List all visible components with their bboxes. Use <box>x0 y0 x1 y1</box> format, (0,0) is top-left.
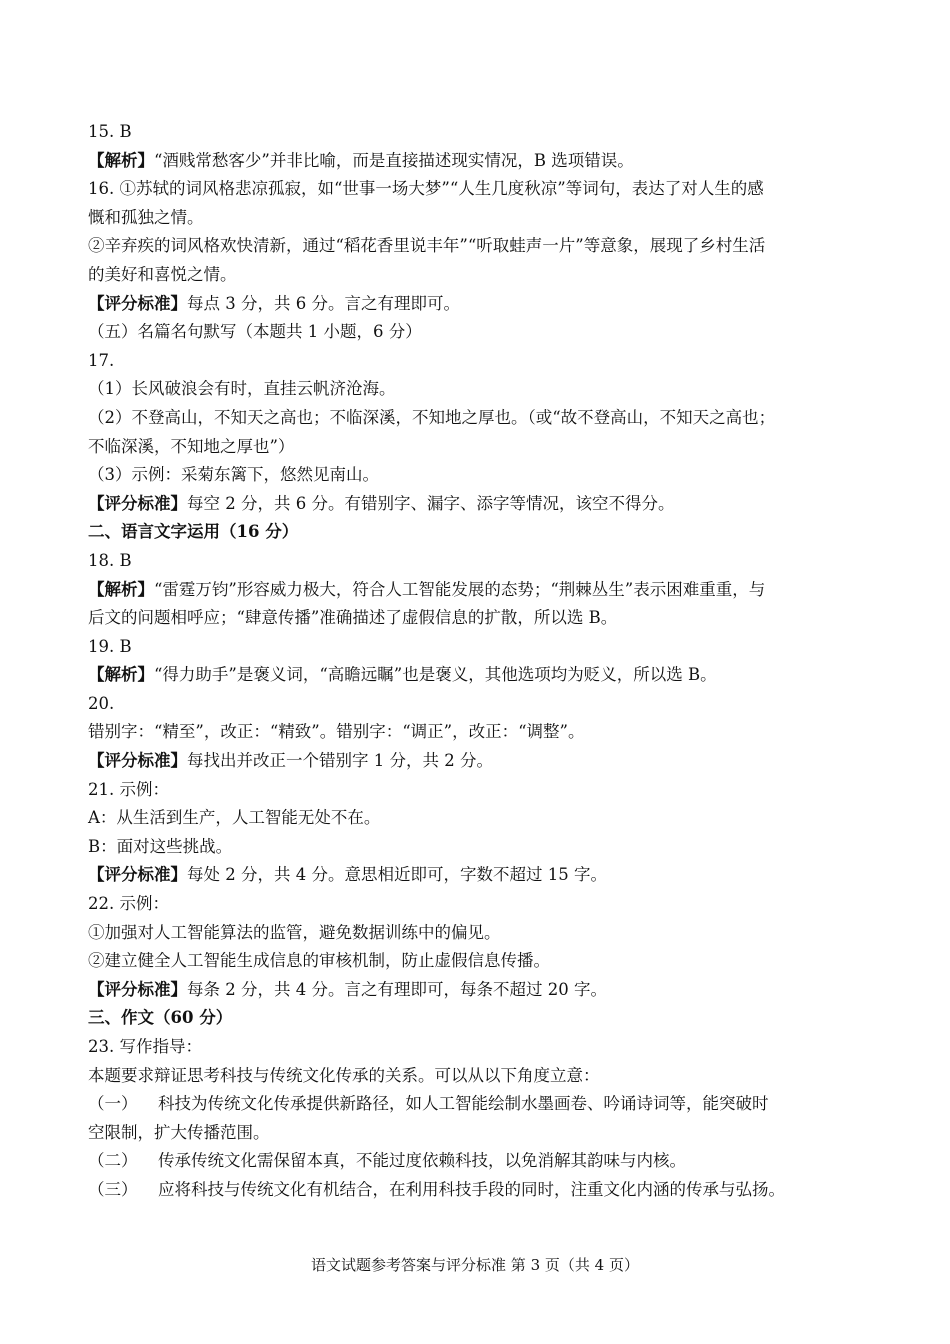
q23-number: 23. 写作指导： <box>88 1037 202 1056</box>
q19-analysis-text: “得力助手”是褒义词，“高瞻远瞩”也是褒义，其他选项均为贬义，所以选 B。 <box>154 665 717 685</box>
q21-answer-b: B：面对这些挑战。 <box>88 836 233 856</box>
angle2-marker: （二） <box>88 1151 138 1171</box>
section2-title: 二、语言文字运用（16 分） <box>88 522 299 542</box>
scoring-tag: 【评分标准】 <box>88 979 187 999</box>
q22-answer1: ①加强对人工智能算法的监管，避免数据训练中的偏见。 <box>88 922 501 942</box>
q18-analysis-cont: 后文的问题相呼应；“肆意传播”准确描述了虚假信息的扩散，所以选 B。 <box>88 608 618 628</box>
q15-analysis <box>88 147 868 176</box>
q22-scoring-text: 每条 2 分，共 4 分。言之有理即可，每条不超过 20 字。 <box>187 979 607 999</box>
analysis-tag: 【解析】 <box>88 665 154 685</box>
q17-answer3: （3）示例：采菊东篱下，悠然见南山。 <box>88 465 379 485</box>
scoring-tag: 【评分标准】 <box>88 865 187 885</box>
q16-scoring <box>88 290 868 319</box>
q23-angle2 <box>88 1147 868 1176</box>
part5-title: （五）名篇名句默写（本题共 1 小题，6 分） <box>88 322 422 342</box>
q16-point2-cont: 的美好和喜悦之情。 <box>88 264 237 284</box>
scoring-tag: 【评分标准】 <box>88 751 187 771</box>
angle3-marker: （三） <box>88 1179 138 1199</box>
angle2-text: 传承传统文化需保留本真，不能过度依赖科技，以免消解其韵味与内核。 <box>158 1151 686 1171</box>
q22-answer2: ②建立健全人工智能生成信息的审核机制，防止虚假信息传播。 <box>88 951 550 971</box>
scoring-tag: 【评分标准】 <box>88 493 187 513</box>
q17-scoring-text: 每空 2 分，共 6 分。有错别字、漏字、添字等情况，该空不得分。 <box>187 493 675 513</box>
q18-analysis-text: “雷霆万钧”形容威力极大，符合人工智能发展的态势；“荆棘丛生”表示困难重重，与 <box>154 579 766 599</box>
q21-scoring-text: 每处 2 分，共 4 分。意思相近即可，字数不超过 15 字。 <box>187 865 607 885</box>
q17-answer2-cont: 不临深溪，不知地之厚也”） <box>88 436 295 456</box>
q16-scoring-text: 每点 3 分，共 6 分。言之有理即可。 <box>187 293 460 313</box>
angle1-text: 科技为传统文化传承提供新路径，如人工智能绘制水墨画卷、吟诵诗词等，能突破时 <box>158 1094 769 1114</box>
page-footer: 语文试题参考答案与评分标准 第 3 页（共 4 页） <box>311 1256 639 1274</box>
q15-analysis-text: “酒贱常愁客少”并非比喻，而是直接描述现实情况，B 选项错误。 <box>154 150 634 170</box>
q20-answer: 错别字：“精至”，改正：“精致”。错别字：“调正”，改正：“调整”。 <box>88 722 585 742</box>
q20-number: 20. <box>88 693 115 713</box>
q21-scoring <box>88 861 868 890</box>
q15-answer: 15. B <box>88 122 132 141</box>
q21-number: 21. 示例： <box>88 779 169 799</box>
analysis-tag: 【解析】 <box>88 150 154 170</box>
q23-angle3 <box>88 1176 868 1205</box>
q21-answer-a: A：从生活到生产，人工智能无处不在。 <box>88 808 381 828</box>
scoring-tag: 【评分标准】 <box>88 293 187 313</box>
section3-title: 三、作文（60 分） <box>88 1008 233 1028</box>
q17-answer2: （2）不登高山，不知天之高也；不临深溪，不知地之厚也。（或“故不登高山，不知天之高也； <box>88 407 776 427</box>
q16-point2: ②辛弃疾的词风格欢快清新，通过“稻花香里说丰年”“听取蛙声一片”等意象，展现了乡村生活 <box>88 236 766 256</box>
q18-analysis <box>88 576 868 605</box>
q23-angle1 <box>88 1090 868 1119</box>
angle3-text: 应将科技与传统文化有机结合，在利用科技手段的同时，注重文化内涵的传承与弘扬。 <box>158 1179 785 1199</box>
analysis-tag: 【解析】 <box>88 579 154 599</box>
q23-intro: 本题要求辩证思考科技与传统文化传承的关系。可以从以下角度立意： <box>88 1065 600 1085</box>
q19-analysis <box>88 661 868 690</box>
q17-number: 17. <box>88 350 115 370</box>
q16-point1-cont: 慨和孤独之情。 <box>88 207 204 227</box>
q18-answer: 18. B <box>88 550 132 570</box>
q20-scoring-text: 每找出并改正一个错别字 1 分，共 2 分。 <box>187 751 493 771</box>
q19-answer: 19. B <box>88 636 132 656</box>
q20-scoring <box>88 747 868 776</box>
q22-scoring <box>88 976 868 1005</box>
q22-number: 22. 示例： <box>88 894 169 914</box>
q17-scoring <box>88 490 868 519</box>
angle1-marker: （一） <box>88 1094 138 1114</box>
document-body <box>88 118 868 1205</box>
q17-answer1: （1）长风破浪会有时，直挂云帆济沧海。 <box>88 379 396 399</box>
q23-angle1-cont: 空限制，扩大传播范围。 <box>88 1122 270 1142</box>
q16-point1: 16. ①苏轼的词风格悲凉孤寂，如“世事一场大梦”“人生几度秋凉”等词句，表达了对人生的感 <box>88 179 764 199</box>
